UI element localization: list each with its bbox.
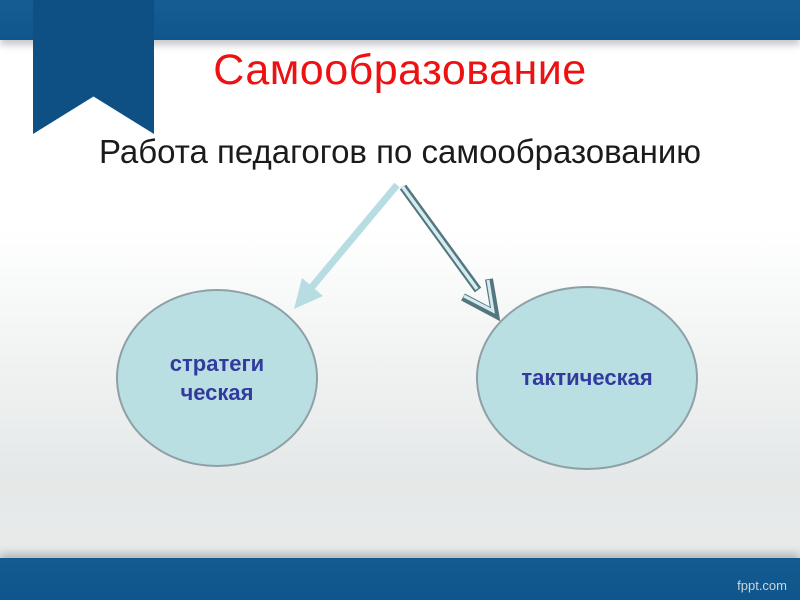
arrow-to-tactical-icon: [402, 186, 495, 314]
slide-subtitle: Работа педагогов по самообразованию: [98, 133, 702, 170]
node-strategic: [116, 289, 318, 467]
node-strategic-label-line1: стратеги: [169, 350, 265, 376]
arrow-to-strategic-icon: [294, 185, 397, 309]
node-strategic-label-line2: ческая: [180, 380, 254, 405]
node-tactical-label: тактическая: [521, 365, 653, 391]
watermark: fppt.com: [737, 578, 787, 593]
bottom-accent-bar: [0, 558, 800, 600]
slide-title: Самообразование: [213, 46, 587, 94]
node-tactical: [476, 286, 698, 470]
